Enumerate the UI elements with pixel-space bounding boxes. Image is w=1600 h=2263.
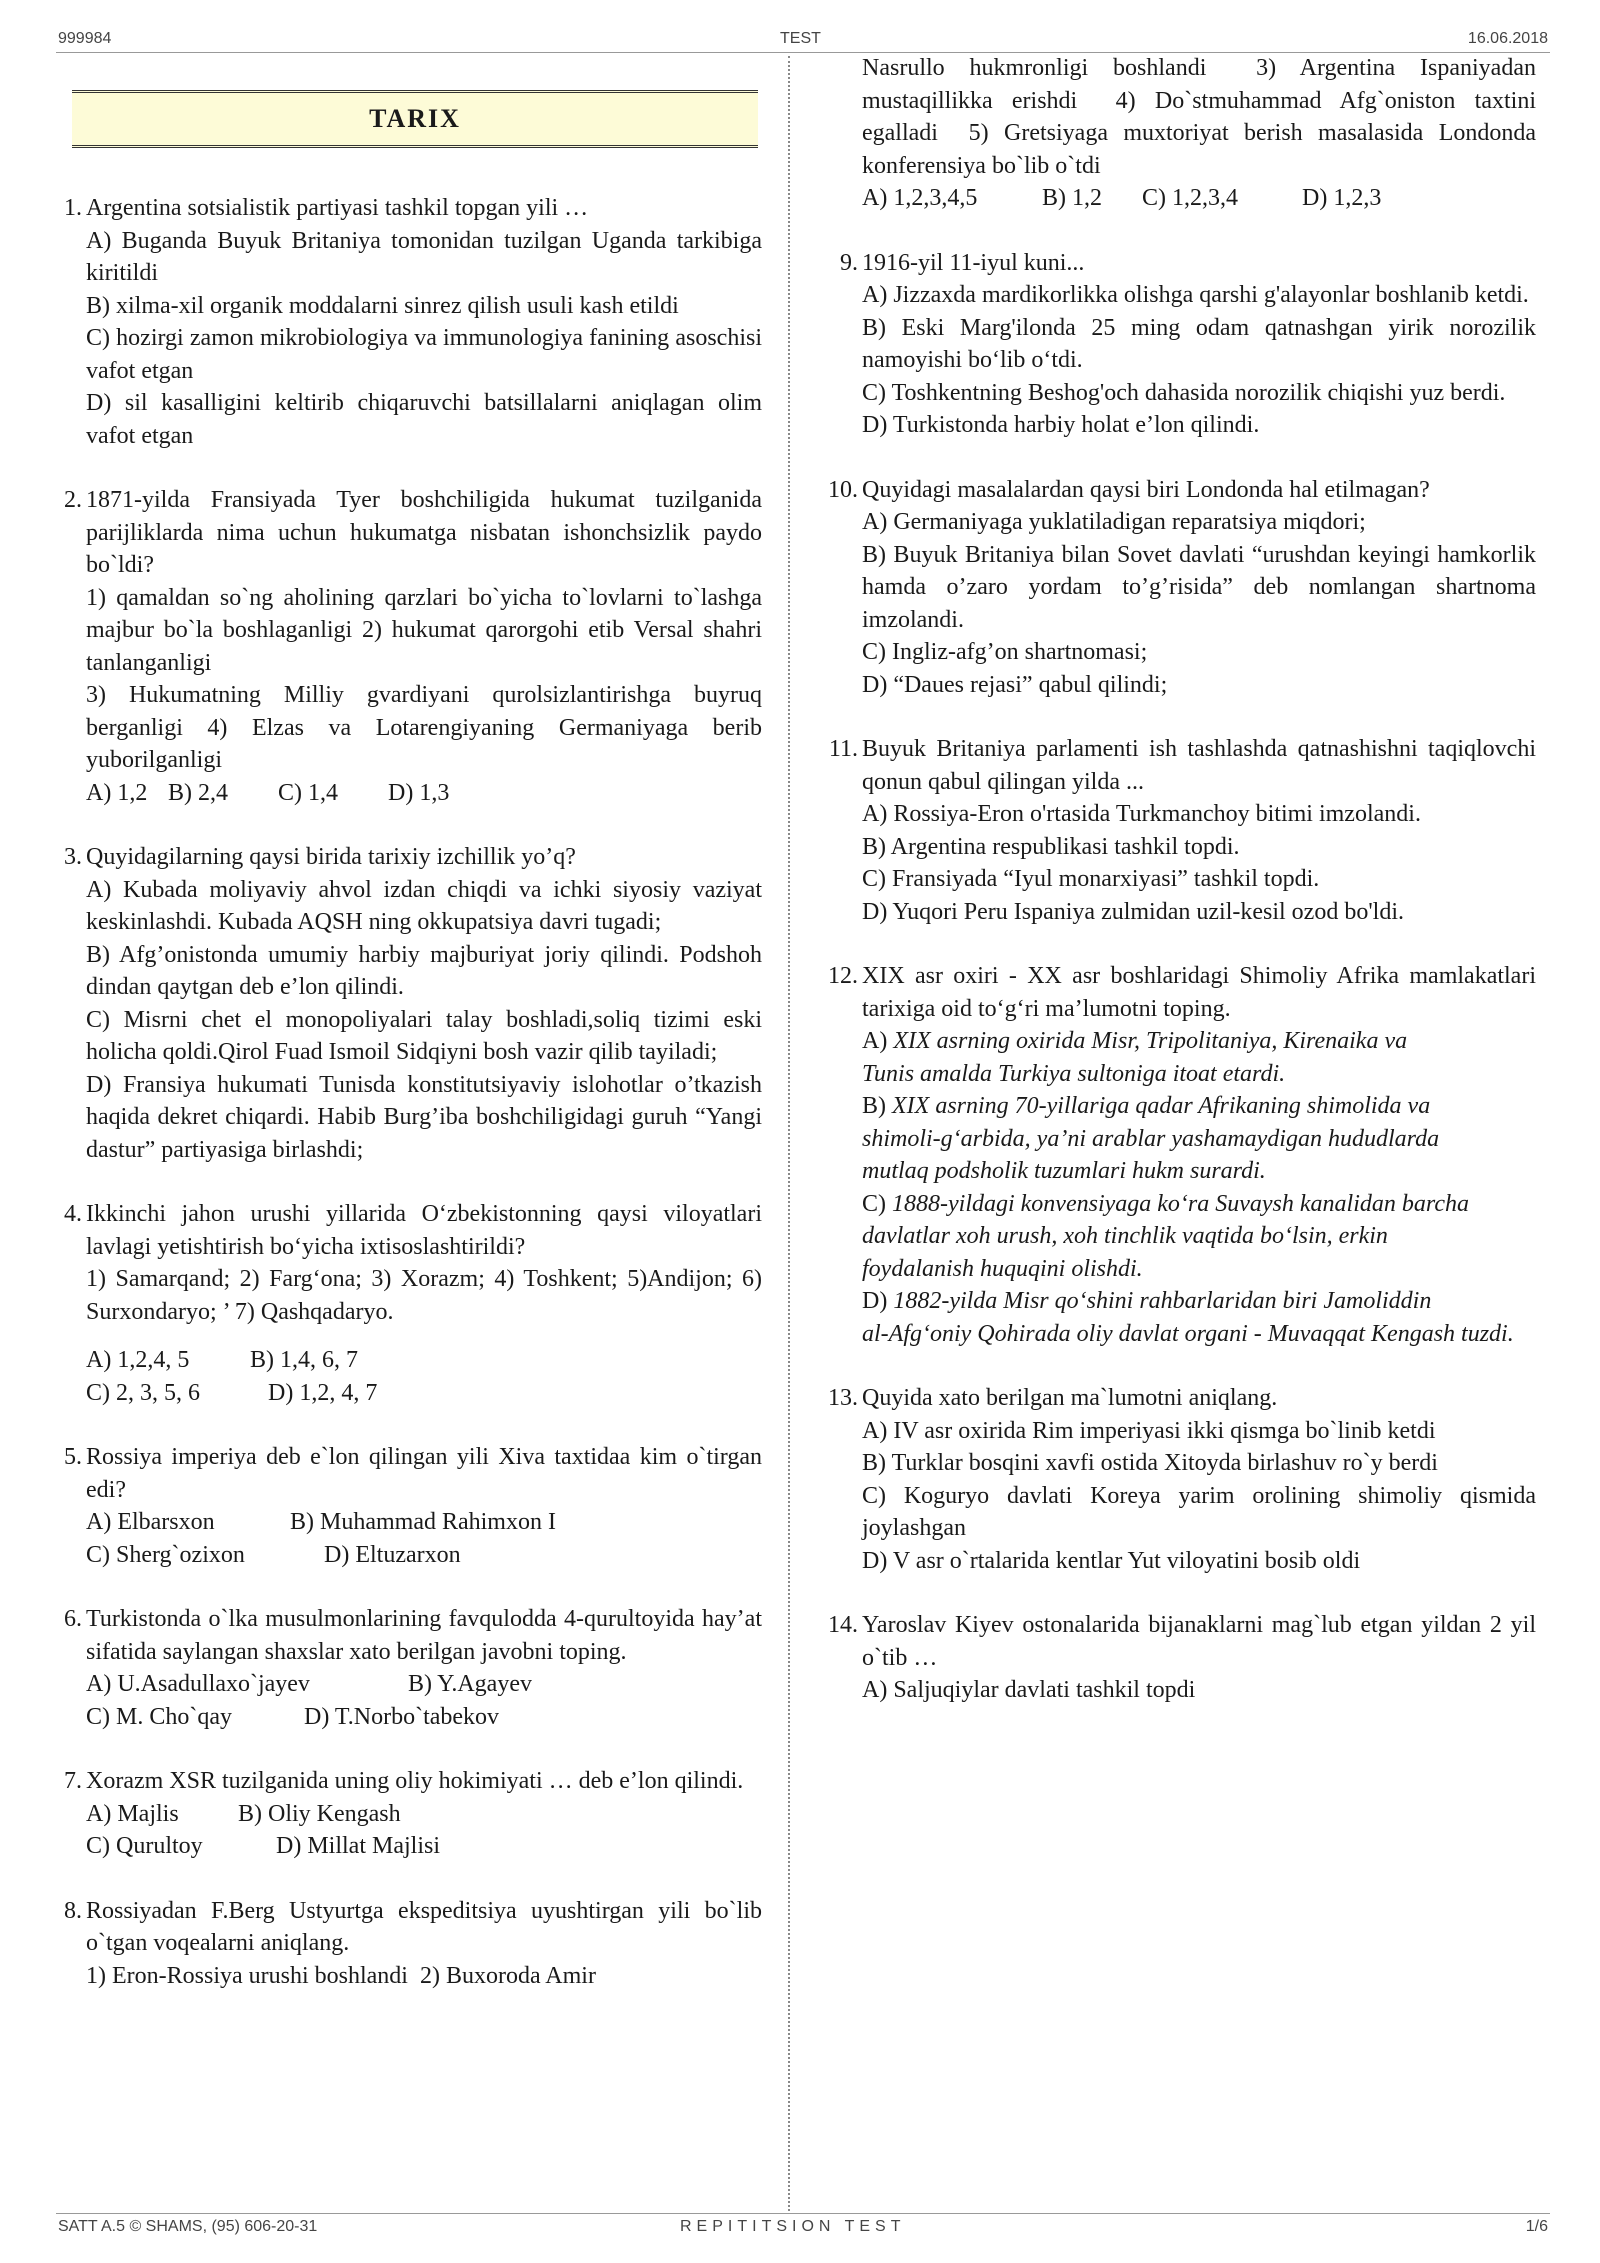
option-c: C) hozirgi zamon mikrobiologiya va immunologiya fanining asoschisi vafot etgan	[86, 325, 762, 384]
statement-list-continued: Nasrullo hukmronligi boshlandi 3) Argentina Ispaniyadan mustaqillikka erishdi 4) Do`stmuhammad Afg`oniston taxtini egalladi 5) Gretsiyaga muxtoriyat berish masalasida Londonda konferensiya bo`lib o`tdi	[862, 55, 1536, 179]
option-text: mutlaq podsholik tuzumlari hukm surardi.	[862, 1158, 1266, 1184]
question-8	[50, 1895, 762, 1993]
option-a: A) 1,2,3,4,5	[862, 185, 978, 211]
question-number: 5.	[64, 1444, 82, 1470]
option-b: B) 1,2	[1042, 185, 1102, 211]
option-b: B) Muhammad Rahimxon I	[290, 1509, 556, 1535]
option-text: davlatlar xoh urush, xoh tinchlik vaqtida bo‘lsin, erkin	[862, 1223, 1388, 1249]
question-number: 11.	[828, 736, 858, 762]
option-c: C) M. Cho`qay	[86, 1703, 232, 1730]
option-a: A) Germaniyaga yuklatiladigan reparatsiya miqdori;	[862, 509, 1366, 535]
option-d: D) 1,2, 4, 7	[268, 1379, 378, 1406]
option-c: C) 1,4	[278, 779, 338, 806]
question-text: Turkistonda o`lka musulmonlarining favqulodda 4-qurultoyida hay’at sifatida saylangan shaxslar xato berilgan javobni toping.	[86, 1606, 762, 1665]
option-d: D) 1,3	[388, 779, 450, 806]
subject-title-box	[72, 90, 758, 148]
left-column	[50, 192, 762, 1992]
option-c: C) 1,2,3,4	[1142, 185, 1238, 211]
option-text: 1888-yildagi konvensiyaga ko‘ra Suvaysh kanalidan barcha	[892, 1190, 1469, 1217]
option-c: C) 2, 3, 5, 6	[86, 1379, 200, 1406]
option-b: B) Y.Agayev	[408, 1671, 532, 1697]
footer-copyright: SATT A.5 © SHAMS, (95) 606-20-31	[58, 2218, 318, 2235]
option-label: D)	[862, 1288, 888, 1314]
question-text: Rossiya imperiya deb e`lon qilingan yili Xiva taxtidaa kim o`tirgan edi?	[86, 1444, 762, 1503]
option-a: A) Elbarsxon	[86, 1509, 215, 1535]
question-7	[50, 1765, 762, 1863]
option-a: A) Majlis	[86, 1800, 179, 1827]
option-a: A) Saljuqiylar davlati tashkil topdi	[862, 1677, 1196, 1703]
option-a: A) Jizzaxda mardikorlikka olishga qarshi g'alayonlar boshlanib ketdi.	[862, 282, 1529, 308]
option-c	[862, 1188, 1536, 1221]
option-text: Tunis amalda Turkiya sultoniga itoat etardi.	[862, 1060, 1286, 1087]
option-c: C) Koguryo davlati Koreya yarim orolining shimoliy qismida joylashgan	[862, 1482, 1536, 1541]
question-text: Buyuk Britaniya parlamenti ish tashlashda qatnashishni taqiqlovchi qonun qabul qilingan yilda ...	[862, 736, 1536, 795]
statement-list-start: 1) Eron-Rossiya urushi boshlandi 2) Buxoroda Amir	[86, 1962, 596, 1989]
options-row	[86, 1506, 762, 1539]
options-row	[86, 1701, 762, 1734]
option-a: A) IV asr oxirida Rim imperiyasi ikki qismga bo`linib ketdi	[862, 1417, 1436, 1444]
right-column	[820, 52, 1536, 1707]
option-a: A) Kubada moliyaviy ahvol izdan chiqdi va ichki siyosiy vaziyat keskinlashdi. Kubada AQSH ning okkupatsiya davri tugadi;	[86, 876, 762, 935]
footer-title: REPITITSION TEST	[680, 2218, 906, 2235]
statement-list: 3) Hukumatning Milliy gvardiyani qurolsizlantirishga buyruq berganligi 4) Elzas va Lotarengiyaning Germaniyaga berib yuborilganligi	[86, 682, 762, 773]
question-text: Quyidagi masalalardan qaysi biri Londonda hal etilmagan?	[862, 476, 1430, 503]
question-text: 1871-yilda Fransiyada Tyer boshchiligida hukumat tuzilganida parijliklarda nima uchun hukumatga nisbatan ishonchsizlik paydo bo`ldi?	[86, 487, 762, 578]
question-number: 10.	[828, 476, 858, 503]
question-9	[820, 247, 1536, 442]
option-c: C) Fransiyada “Iyul monarxiyasi” tashkil topdi.	[862, 866, 1320, 892]
option-text: XIX asrning 70-yillariga qadar Afrikaning shimolida va	[892, 1093, 1431, 1119]
question-3	[50, 841, 762, 1166]
option-d: D) V asr o`rtalarida kentlar Yut viloyatini bosib oldi	[862, 1547, 1361, 1574]
question-12	[820, 960, 1536, 1350]
option-text: al-Afg‘oniy Qohirada oliy davlat organi - Muvaqqat Kengash tuzdi.	[862, 1320, 1514, 1347]
option-d: D) Fransiya hukumati Tunisda konstitutsiyaviy islohotlar o’tkazish haqida dekret chiqardi. Habib Burg’iba boshchiligidagi guruh “Yangi dastur” partiyasiga birlashdi;	[86, 1071, 762, 1163]
option-c: C) Toshkentning Beshog'och dahasida norozilik chiqishi yuz berdi.	[862, 379, 1506, 406]
option-a	[862, 1025, 1536, 1058]
options-row	[86, 1830, 762, 1863]
question-number: 6.	[64, 1606, 82, 1632]
option-d: D) Yuqori Peru Ispaniya zulmidan uzil-kesil ozod bo'ldi.	[862, 898, 1404, 925]
question-2	[50, 484, 762, 809]
option-d: D) “Daues rejasi” qabul qilindi;	[862, 671, 1168, 698]
option-text: XIX asrning oxirida Misr, Tripolitaniya, Kirenaika va	[893, 1028, 1408, 1054]
option-c: C) Sherg`ozixon	[86, 1541, 245, 1568]
subject-title: TARIX	[369, 104, 461, 133]
options-row	[86, 1377, 762, 1410]
header-date: 16.06.2018	[1467, 30, 1548, 47]
option-d: D) Eltuzarxon	[324, 1541, 461, 1568]
question-11	[820, 733, 1536, 928]
option-c: C) Qurultoy	[86, 1833, 203, 1859]
question-text: Rossiyadan F.Berg Ustyurtga ekspeditsiya uyushtirgan yili bo`lib o`tgan voqealarni aniqlang.	[86, 1897, 762, 1956]
question-text: Quyidagilarning qaysi birida tarixiy izchillik yo’q?	[86, 844, 576, 870]
header-id: 999984	[58, 30, 112, 47]
question-number: 12.	[828, 963, 858, 989]
question-number: 3.	[64, 844, 82, 870]
option-a: A) U.Asadullaxo`jayev	[86, 1671, 310, 1697]
options-row	[86, 1668, 762, 1701]
question-text: Ikkinchi jahon urushi yillarida O‘zbekistonning qaysi viloyatlari lavlagi yetishtirish bo‘yicha ixtisoslashtirildi?	[86, 1201, 762, 1260]
option-b: B) xilma-xil organik moddalarni sinrez qilish usuli kash etildi	[86, 292, 679, 319]
question-number: 8.	[64, 1897, 82, 1924]
statement-list: 1) Samarqand; 2) Farg‘ona; 3) Xorazm; 4) Toshkent; 5)Andijon; 6) Surxondaryo; ’ 7) Qashqadaryo.	[86, 1266, 762, 1325]
options-row	[862, 182, 1536, 215]
options-row	[86, 1344, 762, 1377]
question-text: Quyida xato berilgan ma`lumotni aniqlang.	[862, 1385, 1278, 1411]
option-a: A) Rossiya-Eron o'rtasida Turkmanchoy bitimi imzolandi.	[862, 801, 1421, 827]
question-number: 2.	[64, 487, 82, 513]
option-a: A) 1,2,4, 5	[86, 1347, 190, 1373]
option-b: B) Eski Marg'ilonda 25 ming odam qatnashgan yirik norozilik namoyishi bo‘lib o‘tdi.	[862, 314, 1536, 373]
option-c: C) Ingliz-afg’on shartnomasi;	[862, 639, 1148, 665]
option-d	[862, 1285, 1536, 1318]
question-8-continued	[820, 52, 1536, 215]
option-text: shimoli-g‘arbida, ya’ni arablar yashamaydigan hududlarda	[862, 1125, 1440, 1152]
question-text: 1916-yil 11-iyul kuni...	[862, 249, 1085, 276]
question-10	[820, 474, 1536, 702]
option-b: B) Argentina respublikasi tashkil topdi.	[862, 833, 1240, 860]
option-b: B) Oliy Kengash	[238, 1800, 401, 1827]
options-row	[86, 1539, 762, 1572]
column-divider	[788, 56, 790, 2211]
question-4	[50, 1198, 762, 1409]
question-14	[820, 1609, 1536, 1707]
header-test: TEST	[780, 30, 821, 47]
footer-divider	[56, 2213, 1550, 2214]
option-b: B) 2,4	[168, 779, 228, 806]
options-row	[86, 777, 762, 810]
question-13	[820, 1382, 1536, 1577]
option-d: D) Turkistonda harbiy holat e’lon qilindi.	[862, 412, 1260, 438]
question-text: Yaroslav Kiyev ostonalarida bijanaklarni mag`lub etgan yildan 2 yil o`tib …	[862, 1612, 1536, 1671]
option-label: A)	[862, 1028, 888, 1054]
option-d: D) T.Norbo`tabekov	[304, 1703, 500, 1730]
question-number: 7.	[64, 1768, 82, 1794]
question-number: 4.	[64, 1201, 82, 1227]
question-5	[50, 1441, 762, 1571]
statement-list: 1) qamaldan so`ng aholining qarzlari bo`yicha to`lovlarni to`lashga majbur bo`la boshlaganligi 2) hukumat qarorgohi etib Versal shahri tanlanganligi	[86, 584, 762, 676]
option-d: D) 1,2,3	[1302, 185, 1382, 211]
option-b: B) 1,4, 6, 7	[250, 1347, 358, 1373]
option-d: D) Millat Majlisi	[276, 1833, 440, 1859]
option-text: foydalanish huquqini olishdi.	[862, 1255, 1143, 1282]
option-a: A) 1,2	[86, 779, 148, 806]
question-6	[50, 1603, 762, 1733]
question-text: XIX asr oxiri - XX asr boshlaridagi Shimoliy Afrika mamlakatlari tarixiga oid to‘g‘ri ma’lumotni toping.	[862, 963, 1536, 1022]
option-b: B) Turklar bosqini xavfi ostida Xitoyda birlashuv ro`y berdi	[862, 1450, 1438, 1476]
option-b	[862, 1090, 1536, 1123]
question-text: Argentina sotsialistik partiyasi tashkil topgan yili …	[86, 195, 589, 221]
option-a: A) Buganda Buyuk Britaniya tomonidan tuzilgan Uganda tarkibiga kiritildi	[86, 227, 762, 286]
question-number: 9.	[840, 249, 858, 276]
question-number: 1.	[64, 195, 82, 221]
question-number: 13.	[828, 1385, 858, 1411]
option-b: B) Buyuk Britaniya bilan Sovet davlati “urushdan keyingi hamkorlik hamda o’zaro yordam to’g’risida” deb nomlangan shartnoma imzolandi.	[862, 541, 1536, 633]
option-label: C)	[862, 1190, 886, 1217]
options-row	[86, 1798, 762, 1831]
question-number: 14.	[828, 1612, 858, 1638]
page-number: 1/6	[1525, 2218, 1548, 2235]
option-d: D) sil kasalligini keltirib chiqaruvchi batsillalarni aniqlagan olim vafot etgan	[86, 390, 762, 449]
option-b: B) Afg’onistonda umumiy harbiy majburiyat joriy qilindi. Podshoh dindan qaytgan deb e’lon qilindi.	[86, 941, 762, 1000]
question-1	[50, 192, 762, 452]
option-text: 1882-yilda Misr qo‘shini rahbarlaridan biri Jamoliddin	[893, 1288, 1432, 1314]
question-text: Xorazm XSR tuzilganida uning oliy hokimiyati … deb e’lon qilindi.	[86, 1768, 744, 1794]
option-label: B)	[862, 1093, 886, 1119]
option-c: C) Misrni chet el monopoliyalari talay boshladi,soliq tizimi eski holicha qoldi.Qirol Fuad Ismoil Sidqiyni bosh vazir qilib tayiladi;	[86, 1006, 762, 1065]
